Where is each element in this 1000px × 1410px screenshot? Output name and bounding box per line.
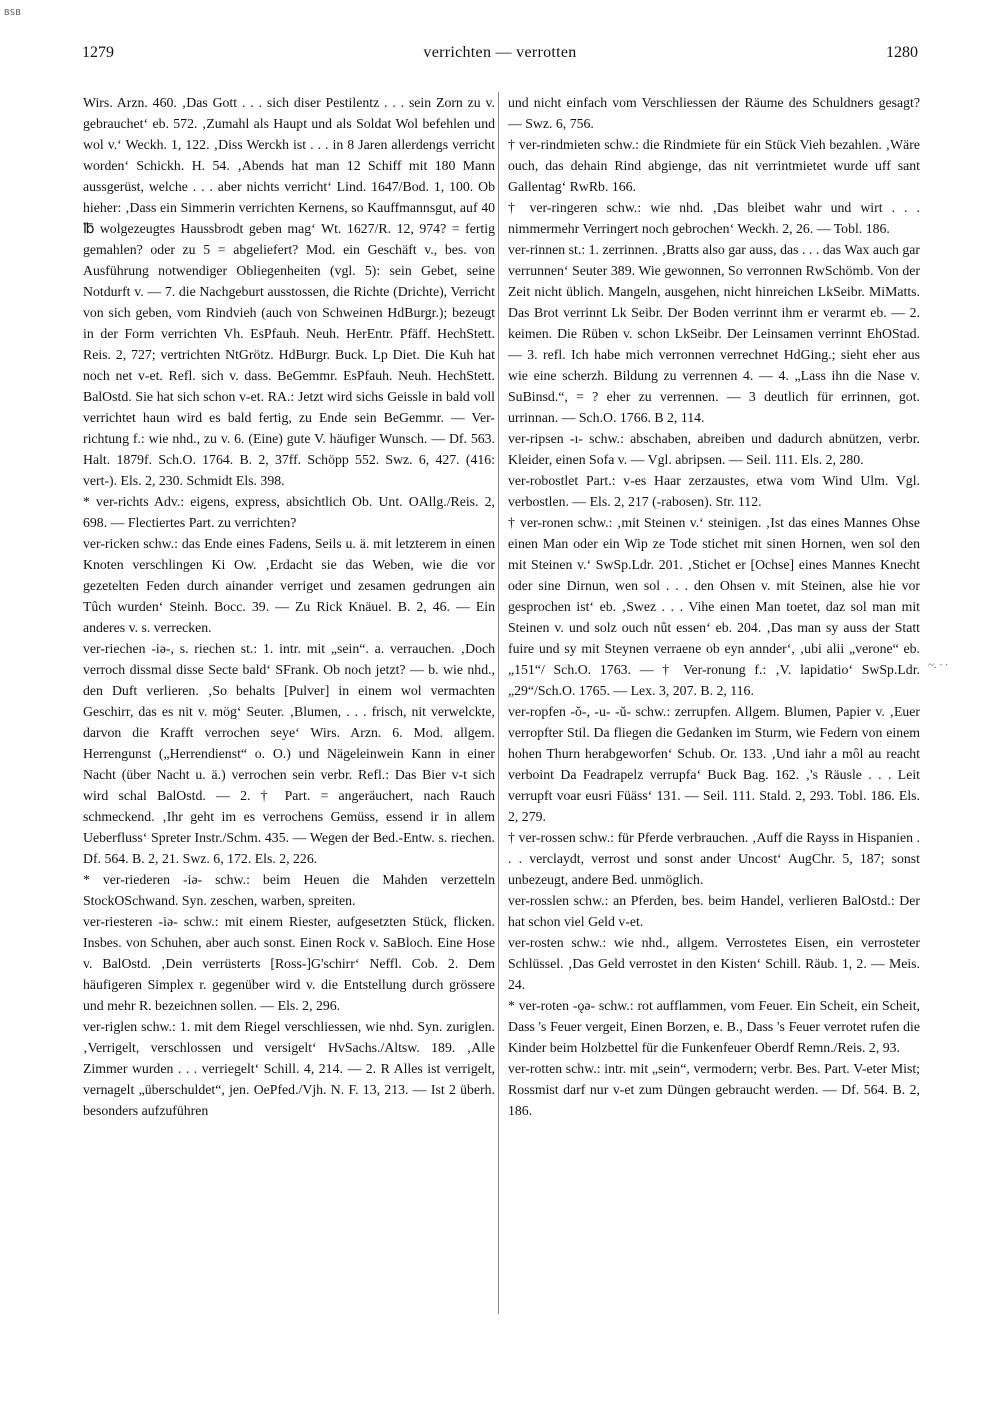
left-column [83,92,495,1121]
dictionary-entry: † ver-ronen schw.: ‚mit Steinen v.‘ steinigen. ‚Ist das eines Mannes Ohse einen Man oder ein Wip ze Tode stichet mit sinen Hornen, wen sol den mit Steinen v.‘ SwSp.Ldr. 201. ‚Stichet er [Ochse] eines Mannes Knecht oder sine Dirnun, wen sol . . . den Ohsen v. mit Steinen, alse hie vor gesprochen ist‘ eb. ‚Swez . . . Vihe einen Man toetet, daz sol man mit Steinen v. und solz ouch nût essen‘ eb. 204. ‚Das man sy auss der Statt fuire und sy mit Steynen verraene ob eyn annder‘, ‚ubi alii „verone“ eb. „151“/ Sch.O. 1763. — † Ver-ronung f.: ‚V. lapidatio‘ SwSp.Ldr. „29“/Sch.O. 1765. — Lex. 3, 207. B. 2, 116. [508,515,920,698]
dictionary-entry: ver-robostlet Part.: v-es Haar zerzaustes, etwa vom Wind Ulm. Vgl. verbostlen. — Els. 2, 217 (-rabosen). Str. 112. [508,473,920,509]
dictionary-entry: ver-ricken schw.: das Ende eines Fadens, Seils u. ä. mit letzterem in einen Knoten verschlingen Ki Ow. ‚Erdacht sie das Weben, wie die vor gezetelten Feden durch ainander verriget und zesamen gedrungen ain Tûch wurden‘ Steinh. Bocc. 39. — Zu Rick Knäuel. B. 2, 46. — Ein anderes v. s. verrecken. [83,536,495,635]
dictionary-entry: * ver-riederen -iə- schw.: beim Heuen die Mahden verzetteln StockOSchwand. Syn. zeschen, warben, spreiten. [83,872,495,908]
dictionary-entry: † ver-ringeren schw.: wie nhd. ‚Das bleibet wahr und wirt . . . nimmermehr Verringert noch gebrochen‘ Weckh. 2, 26. — Tobl. 186. [508,200,920,236]
dictionary-entry: Wirs. Arzn. 460. ‚Das Gott . . . sich diser Pestilentz . . . sein Zorn zu v. gebrauchet‘ eb. 572. ‚Zumahl als Haupt und als Soldat Wol befehlen und wol v.‘ Weckh. 1, 122. ‚Diss Werckh ist . . . in 8 Jaren allerdengs verricht worden‘ Schickh. H. 54. ‚Abends hat man 12 Schiff mit 180 Mann aussgerüst, welche . . . aber nichts verricht‘ Lind. 1647/Bod. 1, 100. Ob hieher: ‚Dass ein Simmerin verrichten Kernens, so Kauffmannsgut, auf 40 ℔ wolgezeugtes Haussbrodt geben mag‘ Wt. 1627/R. 12, 974? = fertig gemahlen? oder zu 5 = abgeliefert? Mod. ein Geschäft v., bes. von Ausführung notwendiger Obliegenheiten (vgl. 5): sein Gebet, seine Notdurft v. — 7. die Nachgeburt ausstossen, die Richte (Drichte), Verricht von sich geben, vom Rindvieh (auch von Schweinen HdBurgr.); bezeugt in der Form verrichten Vh. EsPfauh. Neuh. HerEntr. Pfäff. HechStett. Reis. 2, 727; vertrichten NtGrötz. HdBurgr. Buck. Lp Diet. Die Kuh hat noch net v-et. Refl. sich v. dass. BeGemmr. EsPfauh. Neuh. HechStett. BalOstd. Sie hat sich schon v-et. RA.: Jetzt wird sichs Geissle in bald voll verrichtet haun wird es bald fertig, zu Ende sein BeGemmr. — Ver-richtung f.: wie nhd., zu v. 6. (Eine) gute V. häufiger Wunsch. — Df. 563. Halt. 1879f. Sch.O. 1764. B. 2, 37ff. Schöpp 552. Swz. 6, 427. (416: vert-). Els. 2, 230. Schmidt Els. 398. [83,95,495,488]
library-stamp: BSB [4,8,22,17]
dictionary-entry: † ver-rossen schw.: für Pferde verbrauchen. ‚Auff die Rayss in Hispanien . . . verclaydt, verrost und sonst ander Uncost‘ AugChr. 5, 187; sonst unbezeugt, andere Bed. unmöglich. [508,830,920,887]
margin-mark: ~. · · [928,659,948,671]
dictionary-entry: ver-riglen schw.: 1. mit dem Riegel verschliessen, wie nhd. Syn. zuriglen. ‚Verrigelt, verschlossen und versigelt‘ HvSachs./Altsw. 189. ‚Alle Zimmer wurden . . . verriegelt‘ Schill. 4, 214. — 2. R Alles ist verrigelt, vernagelt „überschuldet“, jen. OePfed./Vjh. N. F. 13, 213. — Ist 2 überh. besonders aufzuführen [83,1019,495,1118]
dictionary-entry: ver-riechen -iə-, s. riechen st.: 1. intr. mit „sein“. a. verrauchen. ‚Doch verroch dissmal disse Secte bald‘ SFrank. Ob noch jetzt? — b. wie nhd., den Duft verlieren. ‚So behalts [Pulver] in einem wol vermachten Geschirr, das es nit v. mög‘ Seuter. ‚Blumen, . . . frisch, nit verwelckte, darvon die Krafft verrochen seye‘ Wirs. Arzn. 6. Mod. allgem. Herrengunst („Herrendienst“ o. O.) und Nägeleinwein Kann in einer Nacht (über Nacht u. ä.) verrochen sein verbr. Refl.: Das Bier v-t sich wird schal BalOstd. — 2. † Part. = angeräuchert, nach Rauch schmeckend. ‚Ihr geht im es verrochens Gemüss, essend ir in allem Ueberfluss‘ Spreter Instr./Schm. 435. — Wegen der Bed.-Entw. s. riechen. Df. 564. B. 2, 21. Swz. 6, 172. Els. 2, 226. [83,641,495,866]
column-divider [498,92,499,1314]
dictionary-entry: ver-ropfen -ǒ-, -u- -ŭ- schw.: zerrupfen. Allgem. Blumen, Papier v. ‚Euer verropfter Stil. Da fliegen die Gedanken im Sturm, wie Federn von einem hohen Thurn herabgeworfen‘ Schub. Or. 133. ‚Und iahr a môl au reacht verboint Da Feadrapelz verrupfa‘ Buck Bag. 162. ‚'s Räusle . . . Leit verrupft voar eusri Füäss‘ 131. — Seil. 111. Stald. 2, 293. Tobl. 186. Els. 2, 279. [508,704,920,824]
dictionary-entry: ver-riesteren -iə- schw.: mit einem Riester, aufgesetzten Stück, flicken. Insbes. von Schuhen, aber auch sonst. Einen Rock v. SaBloch. Eine Hose v. BalOstd. ‚Dein verrüsterts [Ross-]G'schirr‘ Neffl. Cob. 2. Dem häufigeren Simplex r. gegenüber wird v. die Entstellung durch grössere und mehr R. bezeichnen sollen. — Els. 2, 296. [83,914,495,1013]
dictionary-entry: ver-rosten schw.: wie nhd., allgem. Verrostetes Eisen, ein verrosteter Schlüssel. ‚Das Geld verrostet in den Kisten‘ Schill. Räub. 1, 2. — Meis. 24. [508,935,920,992]
right-page-number: 1280 [886,44,918,61]
dictionary-entry: ver-rinnen st.: 1. zerrinnen. ‚Bratts also gar auss, das . . . das Wax auch gar verrunnen‘ Seuter 389. Wie gewonnen, So verronnen RwSchömb. Von der Zeit nicht üblich. Mangeln, ausgehen, nicht hinreichen LkSeibr. MiMatts. Das Brot verrinnt Lk Seibr. Der Boden verrinnt ihm er verarmt eb. — 2. keimen. Die Rüben v. schon LkSeibr. Der Leinsamen verrinnt EhOStad. — 3. refl. Ich habe mich verronnen verrechnet HdGing.; sieht eher aus wie eine scherzh. Bildung zu verrennen 4. — 4. „Lass ihn die Nase v. SuBinsd.“, = ? eher zu verrennen. — 3 deutlich für errinnen, got. urrinnan. — Sch.O. 1766. B 2, 114. [508,242,920,425]
dictionary-entry: ver-ripsen -ɪ- schw.: abschaben, abreiben und dadurch abnützen, verbr. Kleider, einen Sofa v. — Vgl. abripsen. — Seil. 111. Els. 2, 280. [508,431,920,467]
dictionary-entry: ver-rotten schw.: intr. mit „sein“, vermodern; verbr. Bes. Part. V-eter Mist; Rossmist darf nur v-et zum Düngen gebraucht werden. — Df. 564. B. 2, 186. [508,1061,920,1118]
dictionary-entry: ver-rosslen schw.: an Pferden, bes. beim Handel, verlieren BalOstd.: Der hat schon viel Geld v-et. [508,893,920,929]
left-page-number: 1279 [82,44,114,61]
dictionary-entry: und nicht einfach vom Verschliessen der Räume des Schuldners gesagt? — Swz. 6, 756. [508,95,920,131]
dictionary-entry: * ver-richts Adv.: eigens, express, absichtlich Ob. Unt. OAllg./Reis. 2, 698. — Flectiertes Part. zu verrichten? [83,494,495,530]
page-header [82,44,918,68]
dictionary-entry: † ver-rindmieten schw.: die Rindmiete für ein Stück Vieh bezahlen. ‚Wäre ouch, das dehain Rind abgienge, das nit verrintmietet wurde uff sant Gallentag‘ RwRb. 166. [508,137,920,194]
running-title: verrichten — verrotten [423,44,577,61]
dictionary-entry: * ver-roten -ǫə- schw.: rot aufflammen, vom Feuer. Ein Scheit, ein Scheit, Dass 's Feuer vergeit, Einen Borzen, e. B., Dass 's Feuer verrotet rufen die Kinder beim Holzbettel für die Funkenfeuer Oberdf Remn./Reis. 2, 93. [508,998,920,1055]
right-column [508,92,920,1121]
